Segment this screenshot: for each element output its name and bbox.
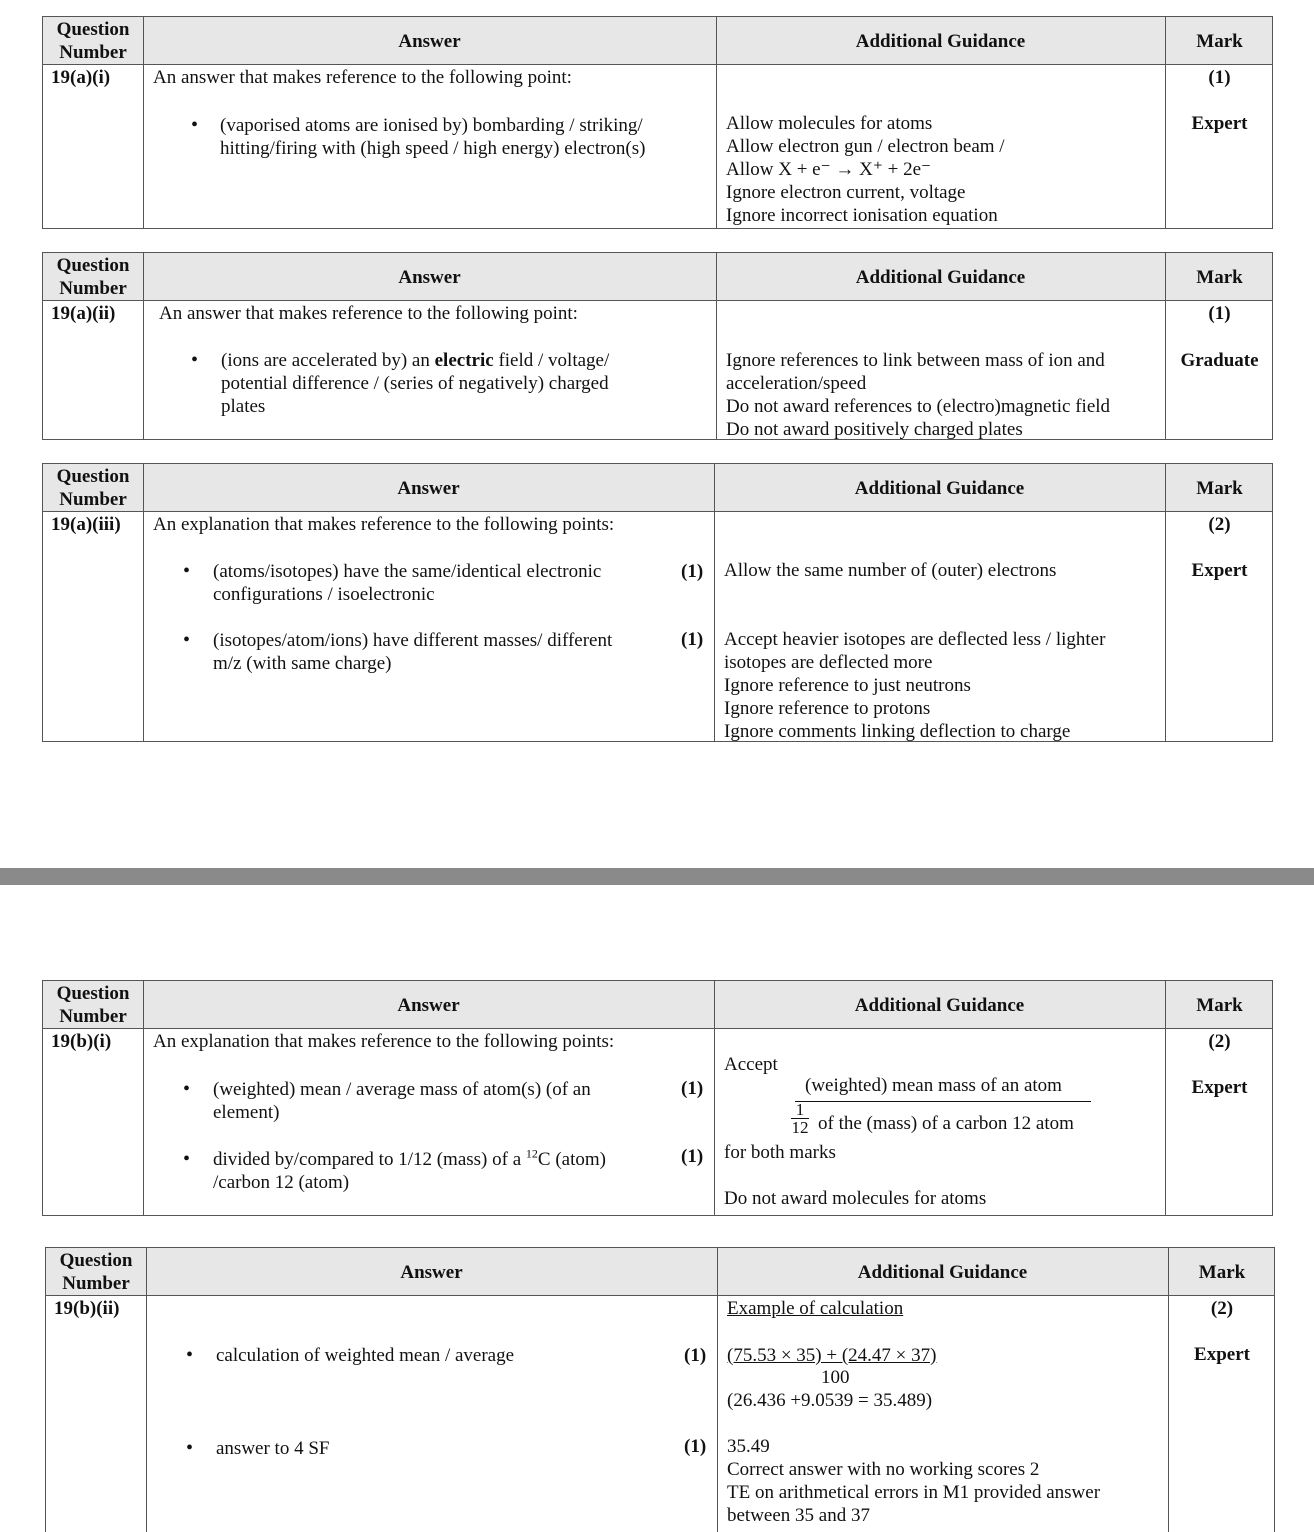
header-question-number: Question Number (56, 983, 130, 1027)
bullet: • (183, 560, 191, 582)
header-guidance: Additional Guidance (857, 1262, 1028, 1283)
question-number: 19(a)(iii) (51, 514, 121, 535)
answer-point-2: (isotopes/atom/ions) have different masses/ different m/z (with same charge) (213, 630, 613, 674)
answer-point-2: answer to 4 SF (216, 1438, 330, 1459)
mark-value: (2) (1210, 1298, 1234, 1319)
mark-value: (1) (1208, 303, 1231, 324)
point-mark-2: (1) (681, 1146, 704, 1167)
bullet: • (183, 629, 191, 651)
mark-scheme-table-19a-ii (42, 252, 1273, 440)
mark-value: (2) (1208, 1031, 1231, 1052)
header-guidance: Additional Guidance (855, 267, 1026, 288)
header-mark: Mark (1196, 478, 1243, 499)
header-mark: Mark (1196, 31, 1243, 52)
question-number: 19(a)(ii) (51, 303, 116, 324)
answer-guidance: 35.49 Correct answer with no working scores 2 TE on arithmetical errors in M1 provided answer between 35 and 37 (727, 1436, 1101, 1526)
answer-point: (vaporised atoms are ionised by) bombarding / striking/ hitting/firing with (high speed / high energy) electron(s) (220, 115, 646, 159)
page-separator (0, 868, 1314, 885)
header-question-number: Question Number (56, 255, 130, 299)
answer-intro: An explanation that makes reference to the following points: (153, 1031, 615, 1052)
header-guidance: Additional Guidance (854, 478, 1025, 499)
mark-level: Expert (1194, 1344, 1250, 1365)
header-question-number: Question Number (59, 1250, 133, 1294)
bullet: • (191, 349, 199, 371)
answer-point-2: divided by/compared to 1/12 (mass) of a $^{12}$C (atom) /carbon 12 (atom) (213, 1146, 606, 1193)
point-mark-1: (1) (681, 561, 704, 582)
mark-scheme-table-19a-i (42, 16, 1273, 229)
point-mark-1: (1) (681, 1078, 704, 1099)
header-answer: Answer (397, 995, 460, 1016)
header-answer: Answer (400, 1262, 463, 1283)
fraction-denominator: of the (mass) of a carbon 12 atom (818, 1113, 1074, 1134)
question-number: 19(b)(i) (51, 1031, 112, 1052)
calc-result: (26.436 +9.0539 = 35.489) (727, 1390, 933, 1411)
answer-point-1: (weighted) mean / average mass of atom(s) (of an element) (213, 1079, 591, 1123)
mark-scheme-table-19b-ii (45, 1247, 1275, 1532)
mark-value: (1) (1208, 67, 1231, 88)
guidance-text: Allow molecules for atoms Allow electron gun / electron beam / Allow X + e⁻ → X⁺ + 2e⁻ Ignore electron current, voltage Ignore incorrect ionisation equation (726, 113, 1005, 226)
header-mark: Mark (1196, 267, 1243, 288)
bullet: • (191, 114, 199, 136)
mark-level: Graduate (1180, 350, 1259, 371)
guidance-accept: Accept (724, 1054, 778, 1075)
answer-point: (ions are accelerated by) an electric field / voltage/ potential difference / (series of negatively) charged plates (221, 350, 610, 417)
answer-point-1: calculation of weighted mean / average (216, 1345, 515, 1366)
header-answer: Answer (398, 31, 461, 52)
bullet: • (186, 1437, 194, 1459)
mark-scheme-table-19a-iii (42, 463, 1273, 742)
calc-denominator: 100 (821, 1367, 850, 1388)
mark-value: (2) (1208, 514, 1231, 535)
guidance-point-2: Accept heavier isotopes are deflected less / lighter isotopes are deflected more Ignore reference to just neutrons Ignore reference to protons Ignore comments linking deflection to charge (724, 629, 1106, 742)
guidance-both-marks: for both marks (724, 1142, 836, 1163)
header-guidance: Additional Guidance (854, 995, 1025, 1016)
bullet: • (186, 1344, 194, 1366)
guidance-no-molecules: Do not award molecules for atoms (724, 1188, 987, 1209)
mark-level: Expert (1191, 113, 1248, 134)
mark-scheme-table-19b-i (42, 980, 1273, 1216)
header-answer: Answer (398, 267, 461, 288)
header-question-number: Question Number (56, 19, 130, 63)
one-twelfth-fraction: 1 12 (791, 1100, 809, 1137)
answer-intro: An answer that makes reference to the following point: (159, 303, 578, 324)
fraction-bar (795, 1101, 1091, 1102)
header-guidance: Additional Guidance (855, 31, 1026, 52)
answer-point-1: (atoms/isotopes) have the same/identical electronic configurations / isoelectronic (213, 561, 602, 605)
question-number: 19(b)(ii) (54, 1298, 120, 1319)
header-mark: Mark (1196, 995, 1243, 1016)
point-mark-1: (1) (684, 1345, 707, 1366)
header-answer: Answer (397, 478, 460, 499)
mark-level: Expert (1191, 560, 1248, 581)
point-mark-2: (1) (681, 629, 704, 650)
guidance-text: Ignore references to link between mass of ion and acceleration/speed Do not award references to (electro)magnetic field Do not award positively charged plates (726, 350, 1111, 440)
example-label: Example of calculation (727, 1298, 904, 1319)
point-mark-2: (1) (684, 1436, 707, 1457)
answer-intro: An explanation that makes reference to the following points: (153, 514, 615, 535)
mark-level: Expert (1191, 1077, 1248, 1098)
question-number: 19(a)(i) (51, 67, 111, 88)
header-mark: Mark (1198, 1262, 1246, 1283)
bullet: • (183, 1148, 191, 1170)
answer-intro: An answer that makes reference to the following point: (153, 67, 572, 88)
fraction-numerator: (weighted) mean mass of an atom (805, 1075, 1062, 1096)
calc-numerator: (75.53 × 35) + (24.47 × 37) (727, 1345, 937, 1366)
bullet: • (183, 1078, 191, 1100)
guidance-point-1: Allow the same number of (outer) electrons (724, 560, 1057, 581)
header-question-number: Question Number (56, 466, 130, 510)
